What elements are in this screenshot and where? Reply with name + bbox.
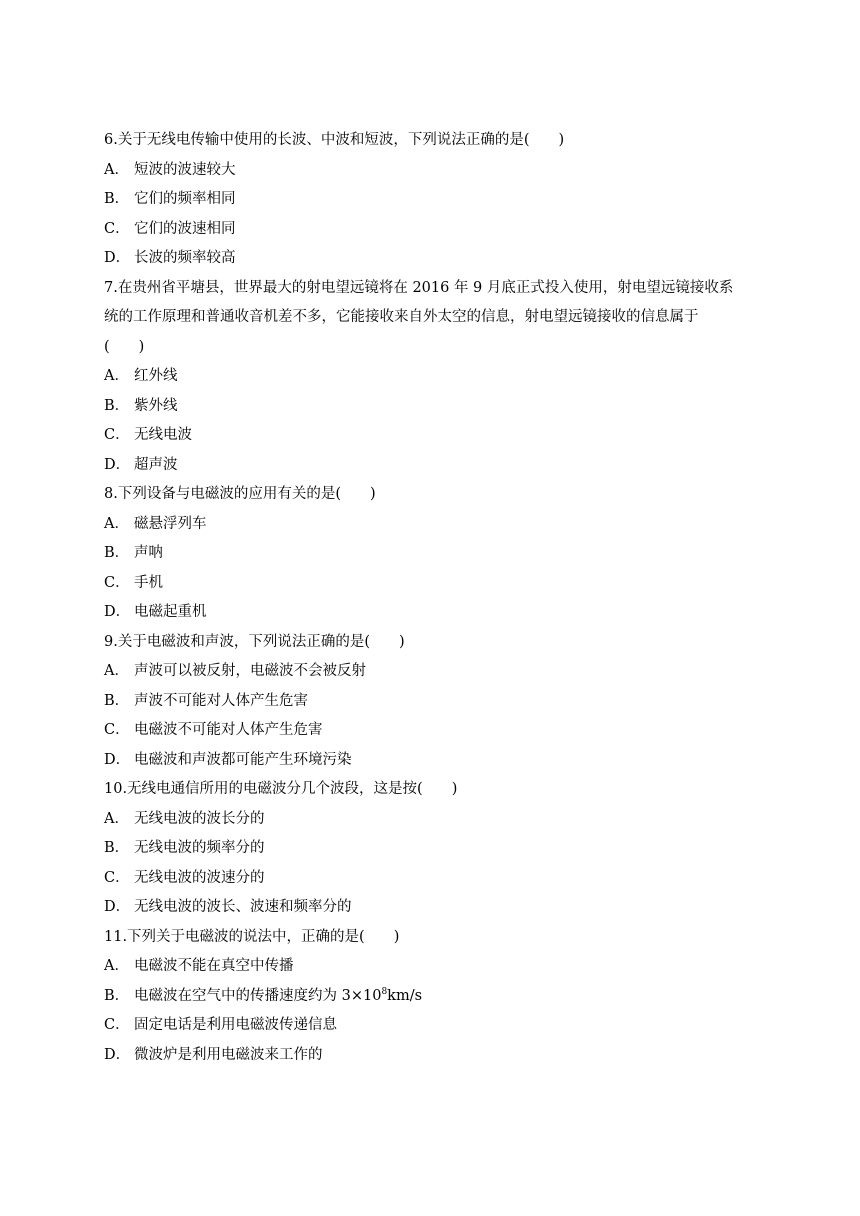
question-list	[104, 126, 760, 1070]
question-7-stem-line-2: 统的工作原理和普通收音机差不多，它能接收来自外太空的信息，射电望远镜接收的信息属于	[104, 309, 699, 325]
question-8-option-c: C． 手机	[104, 574, 163, 591]
question-10-option-c: C． 无线电波的波速分的	[104, 869, 265, 886]
question-11-option-c: C． 固定电话是利用电磁波传递信息	[104, 1017, 337, 1033]
exponent: 8	[381, 986, 388, 997]
question-7-option-a: A． 红外线	[104, 368, 178, 384]
question-6-option-c: C． 它们的波速相同	[104, 220, 236, 237]
question-9-option-a: A． 声波可以被反射，电磁波不会被反射	[104, 663, 366, 679]
question-9-option-d: D． 电磁波和声波都可能产生环境污染	[104, 751, 352, 768]
question-11-option-a: A． 电磁波不能在真空中传播	[104, 958, 294, 974]
question-7-option-c: C． 无线电波	[104, 427, 192, 443]
question-6	[104, 126, 760, 274]
question-6-option-b: B． 它们的频率相同	[104, 191, 236, 207]
question-7-stem-line-3: ( )	[104, 338, 145, 355]
question-11	[104, 923, 760, 1071]
question-8-option-a: A． 磁悬浮列车	[104, 515, 207, 532]
question-9-option-b: B． 声波不可能对人体产生危害	[104, 692, 308, 709]
question-9	[104, 628, 760, 776]
question-6-stem: 6.关于无线电传输中使用的长波、中波和短波，下列说法正确的是( )	[104, 132, 565, 148]
question-11-stem: 11.下列关于电磁波的说法中，正确的是( )	[104, 928, 400, 945]
question-8-option-d: D． 电磁起重机	[104, 604, 207, 620]
question-7-option-b: B． 紫外线	[104, 397, 178, 414]
question-7-option-d: D． 超声波	[104, 456, 178, 473]
question-11-option-b: B． 电磁波在空气中的传播速度约为 $3\times 10^8km/s$	[104, 986, 423, 1004]
question-8-stem: 8.下列设备与电磁波的应用有关的是( )	[104, 486, 376, 502]
question-10-option-a: A． 无线电波的波长分的	[104, 810, 265, 827]
question-7-stem-line-1: 7.在贵州省平塘县，世界最大的射电望远镜将在 2016 年 9 月底正式投入使用，射电望远镜接收系	[104, 279, 734, 296]
question-9-option-c: C． 电磁波不可能对人体产生危害	[104, 722, 323, 738]
question-10-stem: 10.无线电通信所用的电磁波分几个波段，这是按( )	[104, 781, 458, 797]
question-6-option-d: D． 长波的频率较高	[104, 250, 236, 266]
question-10-option-b: B． 无线电波的频率分的	[104, 840, 265, 856]
question-10	[104, 775, 760, 923]
question-10-option-d: D． 无线电波的波长、波速和频率分的	[104, 899, 352, 915]
question-8-option-b: B． 声呐	[104, 545, 163, 561]
question-7	[104, 274, 760, 481]
question-11-option-d: D． 微波炉是利用电磁波来工作的	[104, 1046, 323, 1063]
question-9-stem: 9.关于电磁波和声波，下列说法正确的是( )	[104, 633, 405, 650]
question-6-option-a: A． 短波的波速较大	[104, 161, 236, 178]
question-8	[104, 480, 760, 628]
